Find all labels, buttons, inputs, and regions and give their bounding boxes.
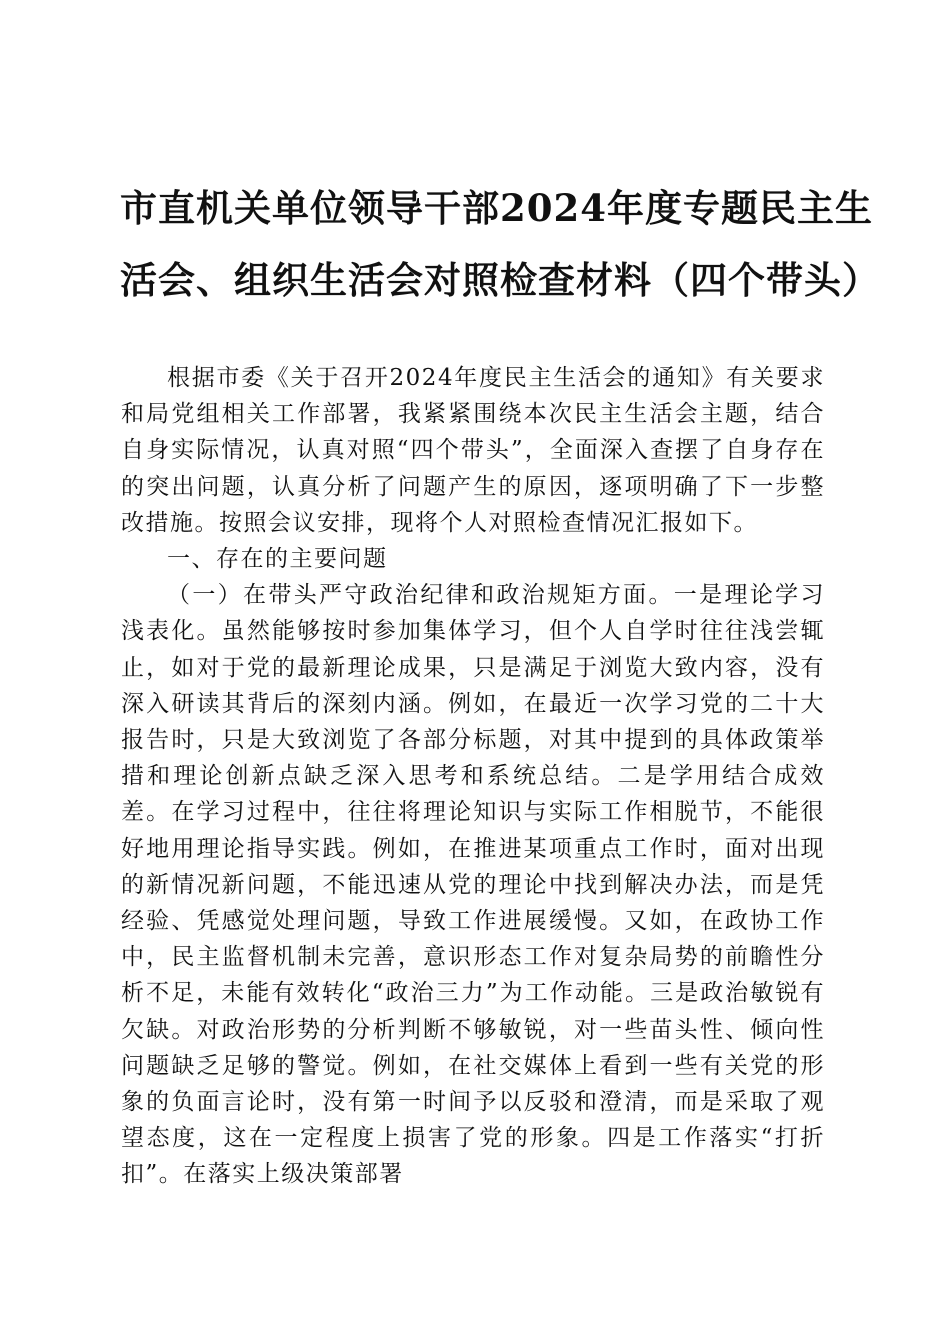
document-title-line-2: 活会、组织生活会对照检查材料（四个带头）	[120, 258, 880, 302]
intro-paragraph: 根据市委《关于召开2024年度民主生活会的通知》有关要求和局党组相关工作部署，我紧紧围绕本次民主生活会主题，结合自身实际情况，认真对照“四个带头”，全面深入查摆了自身存在的突出问题，认真分析了问题产生的原因，逐项明确了下一步整改措施。按照会议安排，现将个人对照检查情况汇报如下。	[121, 365, 825, 536]
document-title	[120, 172, 880, 316]
document-body	[121, 360, 825, 1193]
section-1-paragraph: （一）在带头严守政治纪律和政治规矩方面。一是理论学习浅表化。虽然能够按时参加集体学习，但个人自学时往往浅尝辄止，如对于党的最新理论成果，只是满足于浏览大致内容，没有深入研读其背后的深刻内涵。例如，在最近一次学习党的二十大报告时，只是大致浏览了各部分标题，对其中提到的具体政策举措和理论创新点缺乏深入思考和系统总结。二是学用结合成效差。在学习过程中，往往将理论知识与实际工作相脱节，不能很好地用理论指导实践。例如，在推进某项重点工作时，面对出现的新情况新问题，不能迅速从党的理论中找到解决办法，而是凭经验、凭感觉处理问题，导致工作进展缓慢。又如，在政协工作中，民主监督机制未完善，意识形态工作对复杂局势的前瞻性分析不足，未能有效转化“政治三力”为工作动能。三是政治敏锐有欠缺。对政治形势的分析判断不够敏锐，对一些苗头性、倾向性问题缺乏足够的警觉。例如，在社交媒体上看到一些有关党的形象的负面言论时，没有第一时间予以反驳和澄清，而是采取了观望态度，这在一定程度上损害了党的形象。四是工作落实“打折扣”。在落实上级决策部署	[121, 582, 825, 1188]
section-heading-problems: 一、存在的主要问题	[167, 546, 388, 573]
document-title-line-1: 市直机关单位领导干部2024年度专题民主生	[120, 186, 873, 230]
